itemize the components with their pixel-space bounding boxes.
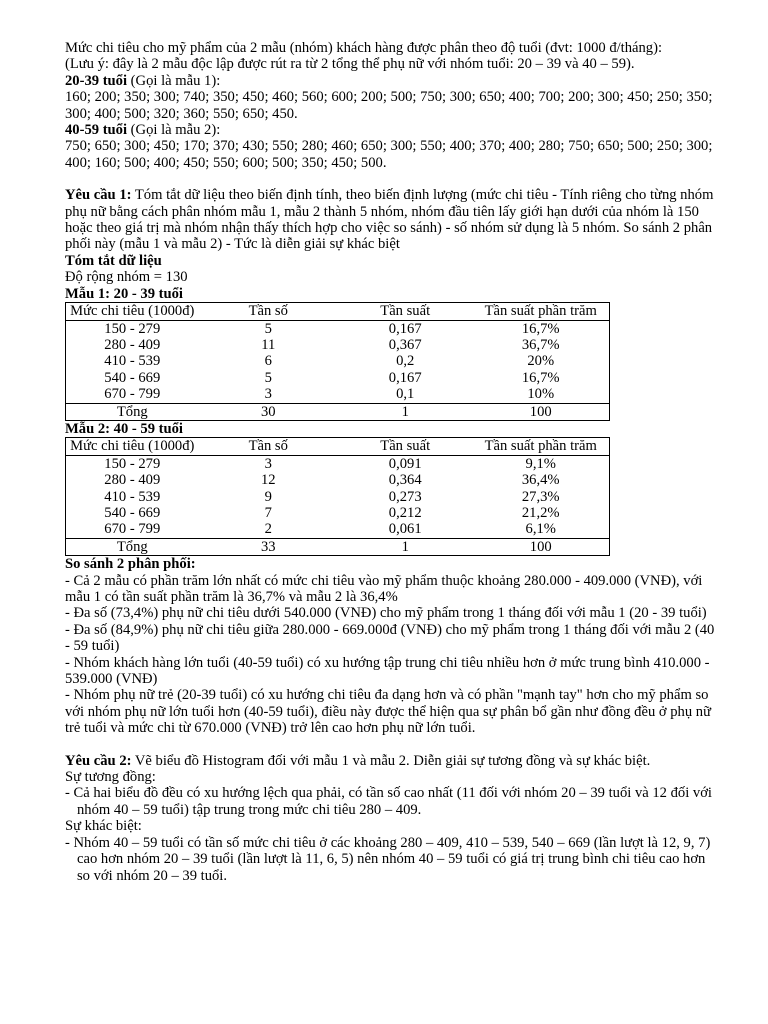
table-cell: 150 - 279 <box>104 455 161 472</box>
comparison-item: - Đa số (84,9%) phụ nữ chi tiêu giữa 280.000 - 669.000đ (VNĐ) cho mỹ phẩm trong 1 tháng đối với mẫu 2 (40 - 59 tuổi) <box>65 621 715 655</box>
comparison-item: - Cả 2 mẫu có phần trăm lớn nhất có mức chi tiêu vào mỹ phẩm thuộc khoảng 280.000 - 409.000 (VNĐ), với mẫu 1 có tần suất phần trăm là 36,7% và mẫu 2 là 36,4% <box>65 572 703 605</box>
table-cell: 0,091 <box>388 455 422 472</box>
table-cell: 5 <box>264 369 272 386</box>
table-cell: 7 <box>264 504 272 521</box>
requirement-1-text: Tóm tắt dữ liệu theo biến định tính, theo biến định lượng (mức chi tiêu - Tính riêng cho từng nhóm phụ nữ bằng cách phân nhóm mẫu 1, mẫu 2 thành 5 nhóm, nhóm đầu tiên lấy giới hạn dưới của nhóm là 150 hoặc theo giá trị mà nhóm nhận thấy thích hợp cho việc so sánh) - số nhóm sử dụng là 5 nhóm. So sánh 2 phân phối này (mẫu 1 và mẫu 2) - Tức là diễn giải sự khác biệt <box>65 187 714 253</box>
table-row <box>66 353 610 369</box>
table-cell: 20% <box>527 353 555 370</box>
table-row <box>66 521 610 538</box>
table-row <box>66 505 610 521</box>
document-page <box>65 40 715 884</box>
table-cell: 280 - 409 <box>104 336 161 353</box>
table-cell: 9,1% <box>525 455 556 472</box>
spacer <box>65 737 715 753</box>
table-cell: 150 - 279 <box>104 320 161 337</box>
table-cell: 410 - 539 <box>104 488 161 505</box>
table-cell: 670 - 799 <box>104 521 161 538</box>
table-total-row <box>66 403 610 420</box>
requirement-2-label: Yêu cầu 2: <box>65 752 132 769</box>
frequency-table-sample-1 <box>65 302 610 421</box>
table2-title: Mẫu 2: 40 - 59 tuổi <box>65 420 183 437</box>
table-cell: 0,367 <box>388 336 422 353</box>
requirement-2-text: Vẽ biểu đồ Histogram đối với mẫu 1 và mẫu 2. Diễn giải sự tương đồng và sự khác biệt. <box>131 752 651 769</box>
table-cell: 5 <box>264 320 272 337</box>
frequency-table-sample-2 <box>65 437 610 556</box>
column-header: Tần suất phần trăm <box>472 303 609 320</box>
table-cell: 0,1 <box>396 386 415 403</box>
table-cell: 27,3% <box>521 488 560 505</box>
table-row <box>66 370 610 386</box>
table-cell: 540 - 669 <box>104 369 161 386</box>
column-header: Tần số <box>199 438 338 455</box>
group1-note: (Gọi là mẫu 1): <box>127 72 221 89</box>
group1-label: 20-39 tuổi <box>65 72 128 89</box>
group2-label: 40-59 tuổi <box>65 122 128 139</box>
table-cell: 3 <box>264 386 272 403</box>
table1-title: Mẫu 1: 20 - 39 tuổi <box>65 285 183 302</box>
table-cell: 0,364 <box>388 472 422 489</box>
column-header: Tần số <box>199 303 338 320</box>
requirement-2 <box>65 753 715 769</box>
table-row <box>66 489 610 505</box>
column-header: Mức chi tiêu (1000đ) <box>66 438 199 455</box>
table-cell: 0,167 <box>388 320 422 337</box>
table-cell: 0,2 <box>396 353 415 370</box>
table-row <box>66 455 610 472</box>
table-row <box>66 386 610 403</box>
table-cell: 12 <box>260 472 276 489</box>
table-cell: 33 <box>199 538 338 555</box>
intro-line-1: Mức chi tiêu cho mỹ phẩm của 2 mẫu (nhóm) khách hàng được phân theo độ tuổi (đvt: 1000 đ/tháng): <box>65 40 663 56</box>
comparison-item: - Nhóm phụ nữ trẻ (20-39 tuổi) có xu hướng chi tiêu đa dạng hơn và có phần "mạnh tay" hơn cho mỹ phẩm so với nhóm phụ nữ lớn tuổi hơn (40-59 tuổi), điều này được thể hiện qua sự phân bổ gần như đồng đều ở phụ nữ trẻ tuổi và mức chi từ 670.000 (VNĐ) trở lên cao hơn phụ nữ lớn tuổi. <box>65 687 711 737</box>
table-cell: 0,212 <box>388 504 422 521</box>
table-cell: 2 <box>264 521 272 538</box>
table-total-row <box>66 538 610 555</box>
similarity-title: Sự tương đồng: <box>65 769 156 786</box>
table-header-row <box>66 438 610 455</box>
table-row <box>66 337 610 353</box>
summary-title: Tóm tắt dữ liệu <box>65 252 162 269</box>
table-cell: 1 <box>338 403 472 420</box>
table-header-row <box>66 303 610 320</box>
table-row <box>66 320 610 337</box>
table-cell: 9 <box>264 488 272 505</box>
comparison-title: So sánh 2 phân phối: <box>65 556 196 573</box>
table-cell: 11 <box>261 336 276 353</box>
intro-line-2: (Lưu ý: đây là 2 mẫu độc lập được rút ra từ 2 tổng thể phụ nữ với nhóm tuổi: 20 – 39 và 40 – 59). <box>65 56 635 73</box>
difference-title: Sự khác biệt: <box>65 818 142 835</box>
group2-heading <box>65 122 715 138</box>
difference-item: - Nhóm 40 – 59 tuổi có tần số mức chi tiêu ở các khoảng 280 – 409, 410 – 539, 540 – 669 (lần lượt là 12, 9, 7) cao hơn nhóm 20 – 39 tuổi (lần lượt là 11, 6, 5) nên nhóm 40 – 59 tuổi có giá trị trung bình chi tiêu cao hơn so với nhóm 20 – 39 tuổi. <box>65 834 711 884</box>
table-cell: 10% <box>527 386 555 403</box>
table-cell: 6,1% <box>525 521 556 538</box>
requirement-1 <box>65 187 715 253</box>
table-cell: 6 <box>264 353 272 370</box>
column-header: Tần suất phần trăm <box>472 438 609 455</box>
similarity-item: - Cả hai biểu đồ đều có xu hướng lệch qua phải, có tần số cao nhất (11 đối với nhóm 20 – 39 tuổi và 12 đối với nhóm 40 – 59 tuổi) tập trung trong mức chi tiêu 280 – 409. <box>65 785 712 818</box>
column-header: Tần suất <box>338 438 472 455</box>
table-cell: 1 <box>338 538 472 555</box>
comparison-item: - Nhóm khách hàng lớn tuổi (40-59 tuổi) có xu hướng tập trung chi tiêu nhiều hơn ở mức trung bình 410.000 - 539.000 (VNĐ) <box>65 654 710 688</box>
table-cell: 100 <box>472 403 609 420</box>
table-cell: 670 - 799 <box>104 386 161 403</box>
table-cell: 280 - 409 <box>104 472 161 489</box>
table-row <box>66 472 610 488</box>
table-cell: Tổng <box>66 403 199 420</box>
table-cell: 16,7% <box>521 320 560 337</box>
table-cell: 540 - 669 <box>104 504 161 521</box>
table-cell: Tổng <box>66 538 199 555</box>
table-cell: 0,167 <box>388 369 422 386</box>
table-cell: 30 <box>199 403 338 420</box>
table-cell: 3 <box>264 455 272 472</box>
group1-heading <box>65 73 715 89</box>
column-header: Tần suất <box>338 303 472 320</box>
table-cell: 100 <box>472 538 609 555</box>
comparison-item: - Đa số (73,4%) phụ nữ chi tiêu dưới 540.000 (VNĐ) cho mỹ phẩm trong 1 tháng đối với mẫu 1 (20 - 39 tuổi) <box>65 605 707 622</box>
group-width-line: Độ rộng nhóm = 130 <box>65 269 188 286</box>
table-cell: 16,7% <box>521 369 560 386</box>
column-header: Mức chi tiêu (1000đ) <box>66 303 199 320</box>
table-cell: 0,273 <box>388 488 422 505</box>
table-cell: 0,061 <box>388 521 422 538</box>
spacer <box>65 171 715 187</box>
table-cell: 36,4% <box>521 472 560 489</box>
requirement-1-label: Yêu cầu 1: <box>65 187 132 204</box>
group2-data: 750; 650; 300; 450; 170; 370; 430; 550; 280; 460; 650; 300; 550; 400; 370; 400; 280; 750; 650; 500; 250; 300; 400; 160; 500; 400; 450; 550; 600; 500; 350; 450; 500. <box>65 138 713 171</box>
table-cell: 21,2% <box>521 504 560 521</box>
table-cell: 36,7% <box>521 336 560 353</box>
group1-data: 160; 200; 350; 300; 740; 350; 450; 460; 560; 600; 200; 500; 750; 300; 650; 400; 700; 200; 300; 450; 250; 350; 300; 400; 500; 320; 360; 550; 650; 450. <box>65 89 713 122</box>
group2-note: (Gọi là mẫu 2): <box>127 122 221 139</box>
table-cell: 410 - 539 <box>104 353 161 370</box>
